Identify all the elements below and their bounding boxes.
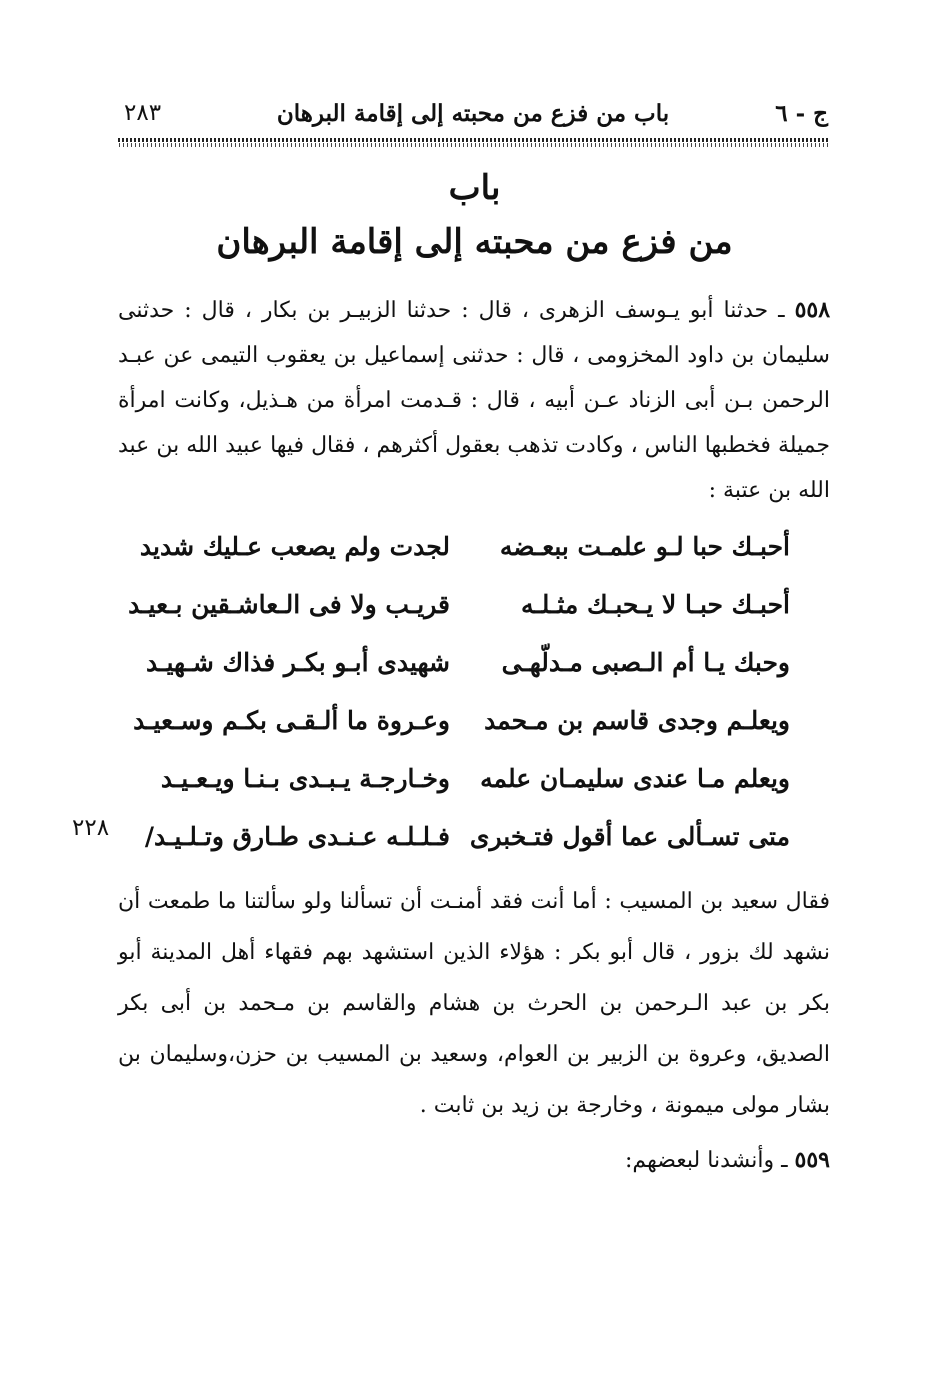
poem [128, 522, 790, 870]
running-header [118, 100, 828, 134]
volume-indicator: ج - ٦ [775, 100, 828, 127]
second-hemistich: شهيدى أبـو بكـر فذاك شـهيـد [146, 648, 450, 677]
second-hemistich: قريـب ولا فى الـعاشـقين بـعيـد [128, 590, 450, 619]
second-hemistich: لجدت ولم يصعب عـليك شديد [139, 532, 450, 561]
entry-number: ٥٥٩ [794, 1147, 830, 1173]
header-divider [118, 138, 828, 147]
first-hemistich: أحبـك حبا لـو علمـت ببعـضه [499, 532, 790, 561]
first-hemistich: ويعلـم وجدى قاسم بن مـحمد [484, 706, 790, 735]
entry-text: ـ حدثنا أبو يـوسف الزهرى ، قال : حدثنا الزبيـر بن بكار ، قال : حدثنى سليمان بن داود المخزومى ، قال : حدثنى إسماعيل بن يعقوب التيمى عن عبـد الرحمن بـن أبى الزناد عـن أبيه ، قال : قـدمت امرأة من هـذيل، وكانت امرأة جميلة فخطبها الناس ، وكادت تذهب بعقول أكثرهم ، فقال فيها عبيد الله بن عبد الله بن عتبة : [118, 298, 831, 503]
first-hemistich: ويعلم مـا عندى سليمـان علمه [480, 764, 790, 793]
entry-558 [118, 288, 830, 513]
commentary-paragraph: فقال سعيد بن المسيب : أما أنت فقد أمنـت أن تسألنا ولو سألتنا ما طمعت أن نشهد لك بزور ، قال أبو بكر : هؤلاء الذين استشهد بهم فقهاء أهل المدينة أبو بكر بن عبد الـرحمن بن الحرث بن هشام والقاسم بن مـحمد بن أبى بكر الصديق، وعروة بن الزبير بن العوام، وسعيد بن المسيب بن حزن،وسليمان بن بشار مولى ميمونة ، وخارجة بن زيد بن ثابت . [118, 889, 830, 1118]
running-title: باب من فزع من محبته إلى إقامة البرهان [276, 100, 670, 127]
margin-number: ٢٢٨ [72, 815, 110, 841]
entry-number: ٥٥٨ [794, 297, 831, 323]
entry-text: ـ وأنشدنا لبعضهم: [625, 1148, 788, 1173]
first-hemistich: وحبك يـا أم الـصبى مـدلّهـى [501, 648, 790, 677]
second-hemistich: فـلـلـه عـنـدى طـارق وتـلـيـد/ [144, 822, 450, 851]
entry-559 [118, 1138, 830, 1183]
first-hemistich: أحبـك حبـا لا يـحبـك مثـلـه [521, 590, 790, 619]
verse-line [150, 754, 790, 812]
first-hemistich: متى تسـألى عما أقول فتـخبرى [469, 822, 790, 851]
verse-line [139, 522, 790, 580]
chapter-title: من فزع من محبته إلى إقامة البرهان [216, 222, 733, 262]
verse-line [133, 696, 790, 754]
page-number: ٢٨٣ [124, 100, 162, 126]
second-hemistich: وخـارجـة يـبـدى بـنـا ويـعـيـد [160, 764, 450, 793]
verse-line [146, 638, 790, 696]
chapter-label: باب [448, 168, 501, 208]
verse-line [144, 812, 790, 870]
verse-line [128, 580, 790, 638]
second-hemistich: وعـروة ما ألـقـى بكـم وسـعيـد [133, 706, 450, 735]
